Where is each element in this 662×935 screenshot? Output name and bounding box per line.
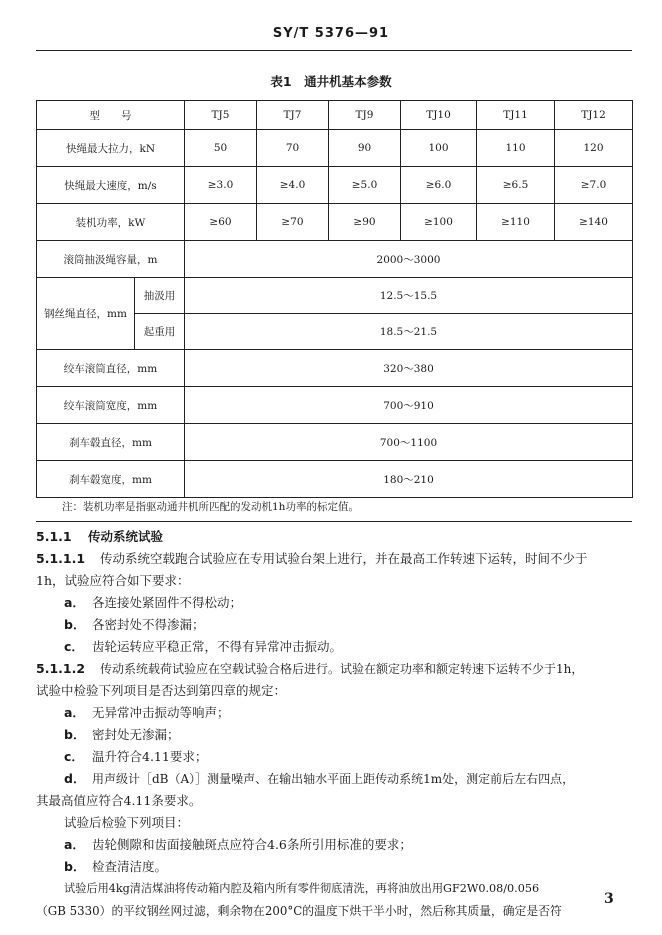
- list-mark: b．: [64, 617, 86, 632]
- table-cell: ≥7.0: [555, 167, 633, 204]
- table-cell: ≥60: [185, 204, 257, 241]
- table-row: [37, 350, 633, 387]
- list-item: 齿轮运转应平稳正常，不得有异常冲击振动。: [92, 639, 343, 654]
- table-note: 注：装机功率是指驱动通井机所匹配的发动机1h功率的标定值。: [62, 501, 359, 513]
- table-cell: ≥70: [257, 204, 329, 241]
- table-cell: 100: [401, 130, 477, 167]
- sub-label: 起重用: [135, 314, 185, 350]
- table-row: [37, 387, 633, 424]
- page-number: 3: [604, 891, 614, 907]
- list-item: 检查清洁度。: [92, 859, 168, 874]
- table-cell: ≥110: [477, 204, 555, 241]
- list-mark: b．: [64, 859, 86, 874]
- model-cell: TJ11: [477, 101, 555, 130]
- table-cell: 90: [329, 130, 401, 167]
- list-item: 各密封处不得渗漏；: [92, 617, 205, 632]
- standard-code-header: SY/T 5376—91: [272, 26, 390, 41]
- row-label: 绞车滚筒直径，mm: [37, 350, 185, 387]
- note-rule: [36, 521, 632, 522]
- row-label: 快绳最大速度，m/s: [37, 167, 185, 204]
- header-rule: [36, 50, 632, 51]
- table-row: [37, 167, 633, 204]
- table-cell: 2000～3000: [185, 241, 633, 278]
- table-row: [37, 278, 633, 314]
- row-label: 快绳最大拉力，kN: [37, 130, 185, 167]
- row-label: 绞车滚筒宽度，mm: [37, 387, 185, 424]
- table-row: [37, 241, 633, 278]
- model-cell: TJ12: [555, 101, 633, 130]
- paragraph-line: 传动系统空载跑合试验应在专用试验台架上进行，并在最高工作转速下运转，时间不少于: [100, 551, 588, 566]
- paragraph-line: 试验后检验下列项目：: [64, 815, 190, 830]
- paragraph-line: 试验中检验下列项目是否达到第四章的规定：: [36, 683, 287, 698]
- list-mark: d．: [64, 771, 86, 786]
- paragraph-line: 传动系统载荷试验应在空载试验合格后进行。试验在额定功率和额定转速下运转不少于1h，: [100, 662, 584, 676]
- list-item: 齿轮侧隙和齿面接触斑点应符合4.6条所引用标准的要求；: [92, 837, 412, 852]
- table-cell: 180～210: [185, 461, 633, 498]
- row-label: 滚筒抽汲绳容量，m: [37, 241, 185, 278]
- table-cell: 110: [477, 130, 555, 167]
- list-item: 各连接处紧固件不得松动；: [92, 595, 243, 610]
- list-mark: c．: [64, 639, 84, 654]
- model-cell: TJ10: [401, 101, 477, 130]
- table-row: [37, 461, 633, 498]
- list-item: 密封处无渗漏；: [92, 727, 180, 742]
- list-mark: a．: [64, 595, 85, 610]
- table-caption: 表1 通井机基本参数: [270, 74, 392, 89]
- table-cell: 70: [257, 130, 329, 167]
- sub-label: 抽汲用: [135, 278, 185, 314]
- model-cell: TJ7: [257, 101, 329, 130]
- table-cell: 320～380: [185, 350, 633, 387]
- table-cell: 18.5～21.5: [185, 314, 633, 350]
- table-row: [37, 130, 633, 167]
- row-label: 钢丝绳直径，mm: [37, 278, 135, 350]
- list-mark: b．: [64, 727, 86, 742]
- model-cell: TJ9: [329, 101, 401, 130]
- row-label: 刹车毂宽度，mm: [37, 461, 185, 498]
- row-label: 装机功率，kW: [37, 204, 185, 241]
- table-cell: 12.5～15.5: [185, 278, 633, 314]
- list-mark: a．: [64, 837, 85, 852]
- table-cell: 700～1100: [185, 424, 633, 461]
- model-cell: TJ5: [185, 101, 257, 130]
- table-cell: 120: [555, 130, 633, 167]
- list-item: 用声级计［dB（A）］测量噪声、在输出轴水平面上距传动系统1m处，测定前后左右四点，: [92, 772, 575, 786]
- type-label: 型 号: [37, 101, 185, 130]
- paragraph-line: （GB 5330）的平纹钢丝网过滤，剩余物在200°C的温度下烘干半小时，然后称其质量，确定是否符: [36, 904, 562, 918]
- table-cell: ≥100: [401, 204, 477, 241]
- table-cell: ≥6.0: [401, 167, 477, 204]
- section-number: 5.1.1: [36, 529, 72, 544]
- table-cell: ≥6.5: [477, 167, 555, 204]
- list-mark: a．: [64, 705, 85, 720]
- list-mark: c．: [64, 749, 84, 764]
- table-cell: ≥4.0: [257, 167, 329, 204]
- clause-number: 5.1.1.1: [36, 551, 86, 566]
- table-row: [37, 424, 633, 461]
- section-title: 传动系统试验: [88, 529, 164, 544]
- paragraph-line: 试验后用4kg清洁煤油将传动箱内腔及箱内所有零件彻底清洗，再将油放出用GF2W0.08/0.056: [64, 882, 540, 895]
- table-cell: ≥140: [555, 204, 633, 241]
- table-row-models: [37, 101, 633, 130]
- table-row: [37, 204, 633, 241]
- table-cell: ≥90: [329, 204, 401, 241]
- list-item: 无异常冲击振动等响声；: [92, 705, 230, 720]
- paragraph-line: 1h，试验应符合如下要求：: [36, 573, 190, 588]
- paragraph-line: 其最高值应符合4.11条要求。: [36, 793, 202, 808]
- table-cell: ≥5.0: [329, 167, 401, 204]
- table-cell: 700～910: [185, 387, 633, 424]
- list-item: 温升符合4.11要求；: [92, 749, 208, 764]
- table-cell: 50: [185, 130, 257, 167]
- row-label: 刹车毂直径，mm: [37, 424, 185, 461]
- clause-number: 5.1.1.2: [36, 661, 86, 676]
- table-cell: ≥3.0: [185, 167, 257, 204]
- parameter-table: [36, 100, 633, 498]
